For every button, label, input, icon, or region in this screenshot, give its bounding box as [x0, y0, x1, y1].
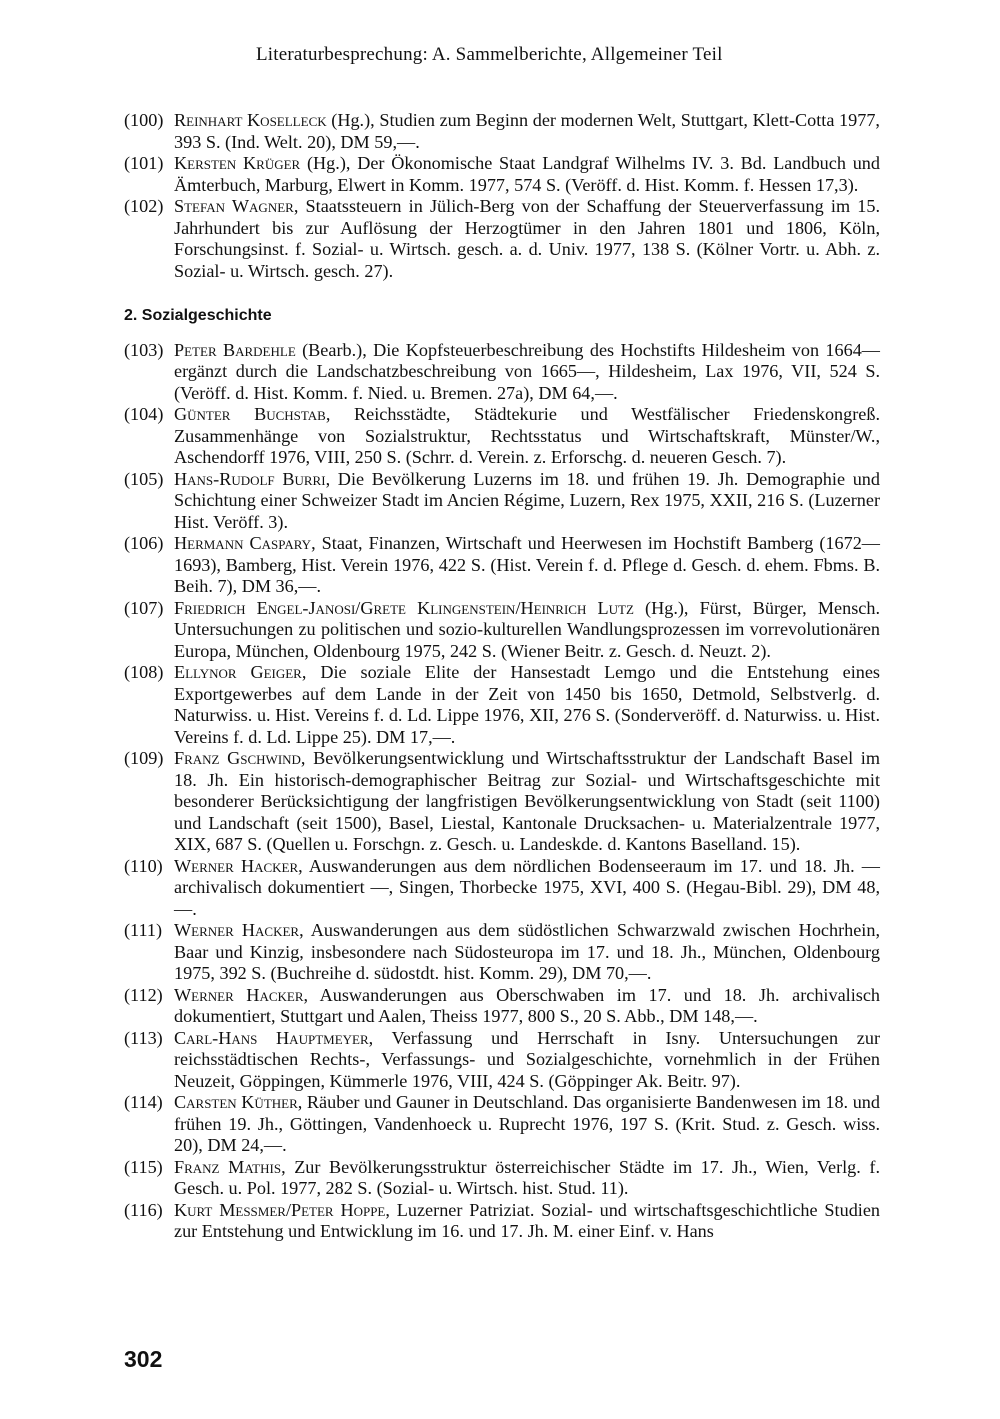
- entry-number: (102): [124, 196, 164, 216]
- entry-text: (Hg.), Fürst, Bürger, Mensch. Untersuchungen zu politischen und sozio-kulturellen Wandlungsprozessen im vorrevolutionären Europa, München, Oldenbourg 1975, 242 S. (Wiener Beitr. z. Gesch. d. Neuzt. 2).: [174, 597, 880, 661]
- entry-author: Stefan Wagner: [174, 196, 294, 216]
- entry-number: (109): [124, 748, 164, 768]
- entry-text: , Auswanderungen aus dem südöstlichen Schwarzwald zwischen Hochrhein, Baar und Kinzig, insbesondere nach Südosteuropa im 17. und 18. Jh., München, Oldenbourg 1975, 392 S. (Buchreihe d. südostdt. hist. Komm. 29), DM 70,—.: [174, 920, 880, 983]
- bibliography-entry: [124, 598, 880, 663]
- bibliography-entry: [124, 469, 880, 534]
- bibliography-entry: [124, 404, 880, 469]
- entry-author: Kurt Messmer/Peter Hoppe: [174, 1199, 386, 1220]
- page-number: 302: [124, 1346, 163, 1372]
- running-head: Literaturbesprechung: A. Sammelberichte, Allgemeiner Teil: [256, 44, 723, 65]
- entry-list-social-history: [124, 340, 880, 1243]
- entry-body: [174, 920, 880, 985]
- entry-author: Friedrich Engel-Janosi/Grete Klingenstein/Heinrich Lutz: [174, 597, 634, 618]
- bibliography-entry: [124, 110, 880, 153]
- entry-author: Franz Mathis: [174, 1156, 282, 1177]
- bibliography-entry: [124, 856, 880, 921]
- bibliography-entry: [124, 1157, 880, 1200]
- entry-text: , Die Bevölkerung Luzerns im 18. und frühen 19. Jh. Demographie und Schichtung einer Schweizer Stadt im Ancien Régime, Luzern, Rex 1975, XXII, 216 S. (Luzerner Hist. Veröff. 3).: [174, 468, 880, 532]
- entry-body: [174, 196, 880, 282]
- entry-number: (108): [124, 662, 164, 682]
- entry-body: [174, 598, 880, 663]
- entry-number: (104): [124, 404, 164, 424]
- entry-body: [174, 533, 880, 598]
- entry-text: , Die soziale Elite der Hansestadt Lemgo und die Entstehung eines Exportgewerbes auf dem Lande in der Zeit von 1450 bis 1650, Detmold, Selbstverlg. d. Naturwiss. u. Hist. Vereins f. d. Ld. Lippe 1976, XII, 276 S. (Sonderveröff. d. Naturwiss. u. Hist. Vereins f. d. Ld. Lippe 25). DM 17,—.: [174, 662, 880, 747]
- entry-text: , Luzerner Patriziat. Sozial- und wirtschaftsgeschichtliche Studien zur Entstehung und Entwicklung im 16. und 17. Jh. M. einer Einf. v. Hans: [174, 1199, 881, 1241]
- entry-author: Werner Hacker: [174, 920, 300, 940]
- entry-text: , Reichsstädte, Städtekurie und Westfälischer Friedenskongreß. Zusammenhänge von Sozialstruktur, Rechtsstatus und Wirtschaftskraft, Münster/W., Aschendorff 1976, VIII, 250 S. (Schrr. d. Verein. z. Erforschg. d. neueren Gesch. 7).: [174, 404, 880, 467]
- entry-number: (105): [124, 468, 164, 489]
- entry-number: (111): [124, 920, 163, 940]
- entry-text: (Hg.), Der Ökonomische Staat Landgraf Wilhelms IV. 3. Bd. Landbuch und Ämterbuch, Marburg, Elwert in Komm. 1977, 574 S. (Veröff. d. Hist. Komm. f. Hessen 17,3).: [174, 153, 880, 195]
- entry-text: , Zur Bevölkerungsstruktur österreichischer Städte im 17. Jh., Wien, Verlg. f. Gesch. u. Pol. 1977, 282 S. (Sozial- u. Wirtsch. hist. Stud. 11).: [174, 1156, 880, 1198]
- bibliography-entry: [124, 985, 880, 1028]
- entry-author: Carsten Küther: [174, 1092, 298, 1112]
- entry-body: [174, 1028, 880, 1093]
- entry-body: [174, 1092, 880, 1157]
- entry-author: Hans-Rudolf Burri: [174, 468, 326, 489]
- entry-text: , Verfassung und Herrschaft in Isny. Untersuchungen zur reichsstädtischen Rechts-, Verfassungs- und Sozialgeschichte, vornehmlich in der Frühen Neuzeit, Göppingen, Kümmerle 1976, VIII, 424 S. (Göppinger Ak. Beitr. 97).: [174, 1027, 880, 1091]
- entry-text: (Hg.), Studien zum Beginn der modernen Welt, Stuttgart, Klett-Cotta 1977, 393 S. (Ind. Welt. 20), DM 59,—.: [174, 110, 880, 152]
- entry-body: [174, 856, 880, 921]
- entry-number: (110): [124, 855, 163, 876]
- entry-text: , Bevölkerungsentwicklung und Wirtschaftsstruktur der Landschaft Basel im 18. Jh. Ein historisch-demographischer Beitrag zur Sozial- und Wirtschaftsgeschichte mit besonderer Berücksichtigung der langfristigen Bevölkerungsentwicklung von Stadt (seit 1100) und Landschaft (seit 1500), Basel, Liestal, Kantonale Drucksachen- u. Materialzentrale 1977, XIX, 687 S. (Quellen u. Forschgn. z. Gesch. u. Landeskde. d. Kantons Baselland. 15).: [174, 748, 880, 854]
- entry-number: (114): [124, 1092, 163, 1112]
- entry-author: Hermann Caspary: [174, 533, 312, 553]
- entry-number: (106): [124, 533, 164, 553]
- entry-body: [174, 110, 880, 153]
- section-heading: 2. Sozialgeschichte: [124, 307, 272, 324]
- entry-text: , Auswanderungen aus Oberschwaben im 17. und 18. Jh. archivalisch dokumentiert, Stuttgart und Aalen, Theiss 1977, 800 S., 20 S. Abb., DM 148,—.: [174, 984, 880, 1026]
- entry-number: (113): [124, 1027, 163, 1048]
- entry-text: , Räuber und Gauner in Deutschland. Das organisierte Bandenwesen im 18. und frühen 19. Jh., Göttingen, Vandenhoeck u. Ruprecht 1976, 197 S. (Krit. Stud. z. Gesch. wiss. 20), DM 24,—.: [174, 1092, 880, 1155]
- bibliography-entry: [124, 1028, 880, 1093]
- entry-number: (112): [124, 984, 163, 1005]
- entry-body: [174, 153, 880, 196]
- entry-list-general: [124, 110, 880, 282]
- entry-body: [174, 748, 880, 856]
- entry-author: Franz Gschwind: [174, 748, 301, 768]
- entry-author: Reinhart Koselleck: [174, 110, 327, 130]
- entry-body: [174, 340, 880, 405]
- entry-body: [174, 469, 880, 534]
- entry-number: (103): [124, 339, 164, 360]
- entry-body: [174, 404, 880, 469]
- entry-number: (101): [124, 153, 164, 173]
- entry-author: Günter Buchstab: [174, 404, 326, 424]
- entry-author: Kersten Krüger: [174, 153, 301, 173]
- bibliography-entry: [124, 196, 880, 282]
- entry-number: (115): [124, 1156, 163, 1177]
- entry-body: [174, 985, 880, 1028]
- entry-text: , Staat, Finanzen, Wirtschaft und Heerwesen im Hochstift Bamberg (1672—1693), Bamberg, Hist. Verein 1976, 422 S. (Hist. Verein f. d. Pflege d. Gesch. d. ehem. Fbms. B. Beih. 7), DM 36,—.: [174, 533, 880, 596]
- bibliography-entry: [124, 533, 880, 598]
- entry-number: (107): [124, 597, 164, 618]
- entry-author: Werner Hacker: [174, 984, 304, 1005]
- bibliography-content: [124, 110, 880, 1243]
- entry-body: [174, 1200, 880, 1243]
- entry-author: Ellynor Geiger: [174, 662, 302, 682]
- entry-body: [174, 662, 880, 748]
- bibliography-entry: [124, 340, 880, 405]
- bibliography-entry: [124, 153, 880, 196]
- entry-text: , Auswanderungen aus dem nördlichen Bodenseeraum im 17. und 18. Jh. — archivalisch dokumentiert —, Singen, Thorbecke 1975, XVI, 400 S. (Hegau-Bibl. 29), DM 48,—.: [174, 855, 880, 919]
- entry-author: Peter Bardehle: [174, 339, 296, 360]
- entry-text: , Staatssteuern in Jülich-Berg von der Schaffung der Steuerverfassung im 15. Jahrhundert bis zur Auflösung der Herzogtümer in den Jahren 1801 und 1806, Köln, Forschungsinst. f. Sozial- u. Wirtsch. gesch. a. d. Univ. 1977, 138 S. (Kölner Vortr. u. Abh. z. Sozial- u. Wirtsch. gesch. 27).: [174, 196, 880, 281]
- bibliography-entry: [124, 1200, 880, 1243]
- entry-number: (100): [124, 110, 164, 130]
- entry-body: [174, 1157, 880, 1200]
- entry-author: Carl-Hans Hauptmeyer: [174, 1027, 369, 1048]
- bibliography-entry: [124, 748, 880, 856]
- entry-author: Werner Hacker: [174, 855, 299, 876]
- entry-text: (Bearb.), Die Kopfsteuerbeschreibung des Hochstifts Hildesheim von 1664— ergänzt durch die Landschatzbeschreibung von 1665—, Hildesheim, Lax 1976, VII, 524 S. (Veröff. d. Hist. Komm. f. Nied. u. Bremen. 27a), DM 64,—.: [174, 339, 880, 403]
- entry-number: (116): [124, 1199, 163, 1220]
- bibliography-entry: [124, 662, 880, 748]
- bibliography-entry: [124, 920, 880, 985]
- bibliography-entry: [124, 1092, 880, 1157]
